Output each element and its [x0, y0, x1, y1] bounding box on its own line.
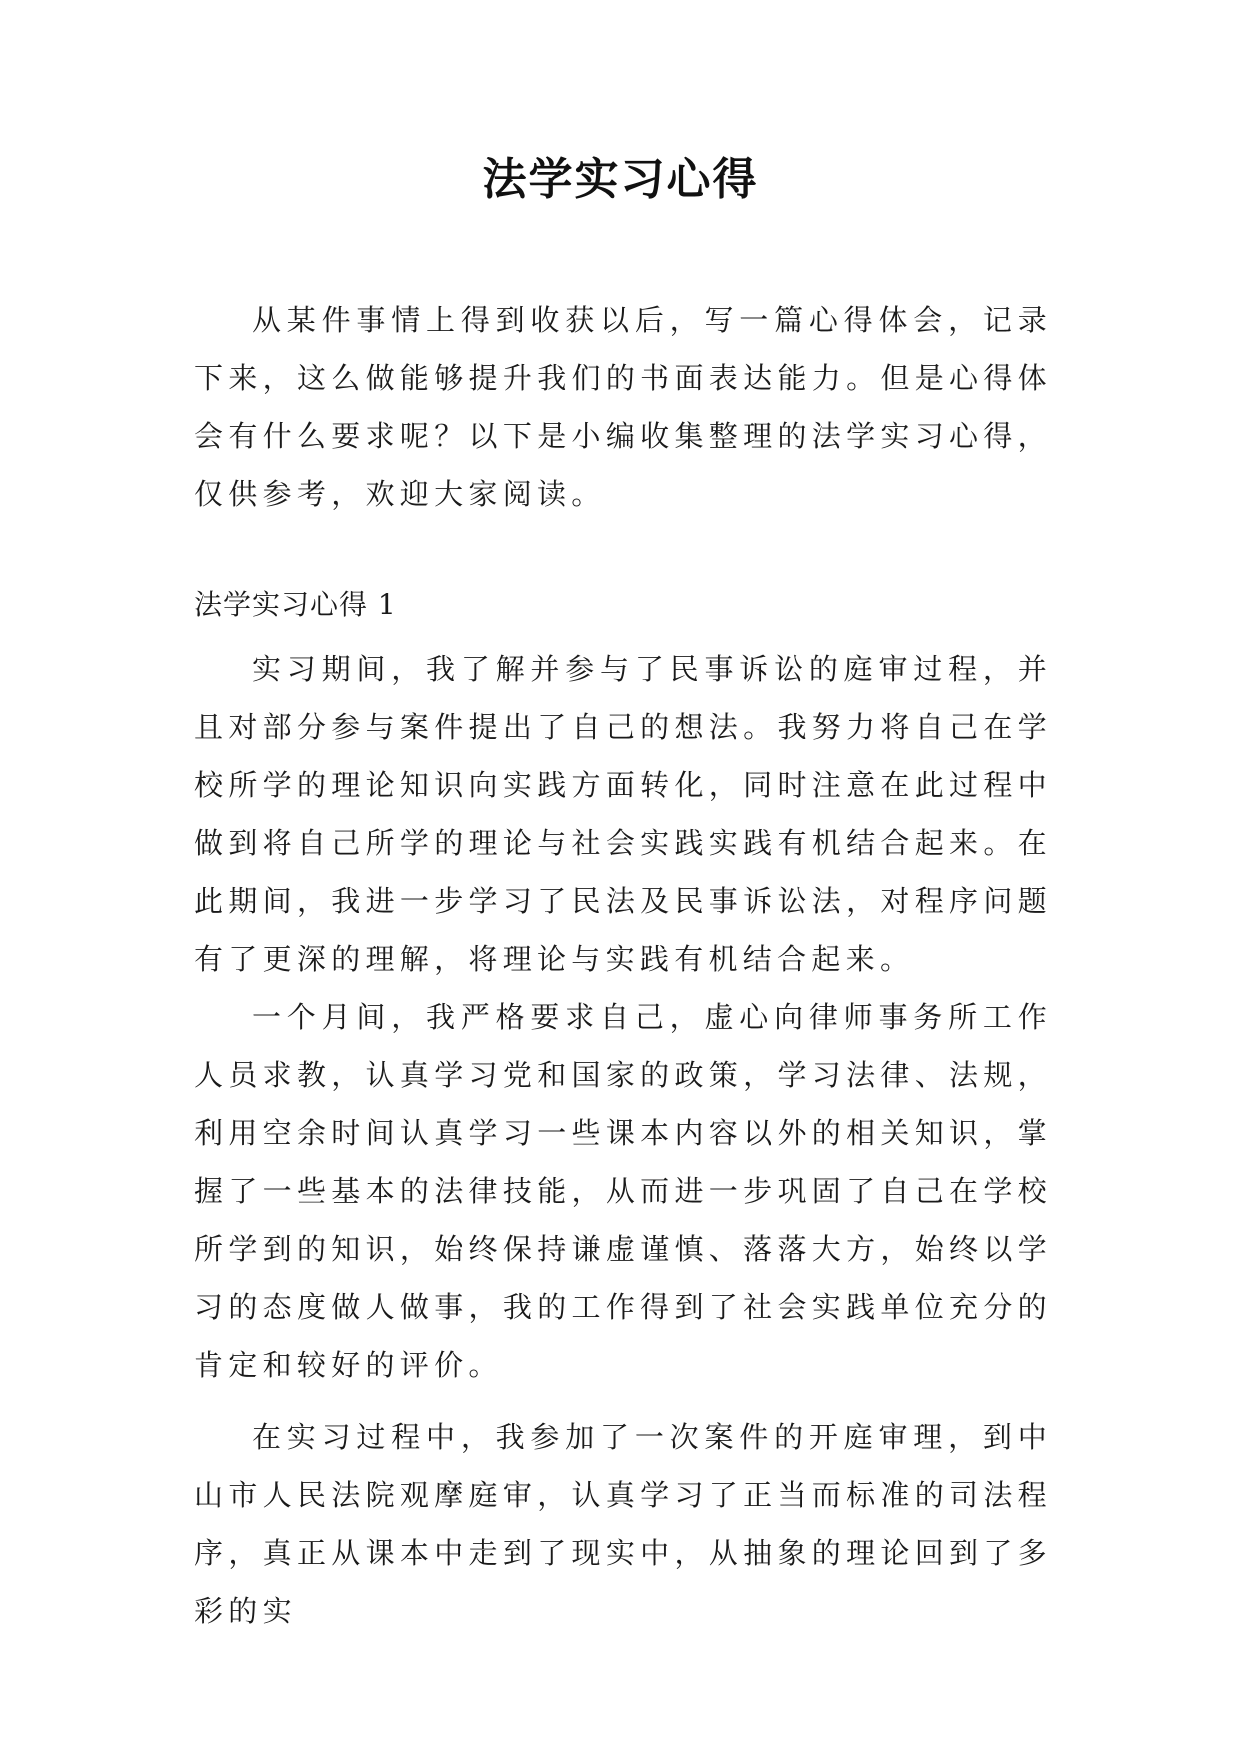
- body-paragraph-1: 实习期间，我了解并参与了民事诉讼的庭审过程，并且对部分参与案件提出了自己的想法。我努力将自己在学校所学的理论知识向实践方面转化，同时注意在此过程中做到将自己所学的理论与社会实践实践有机结合起来。在此期间，我进一步学习了民法及民事诉讼法，对程序问题有了更深的理解，将理论与实践有机结合起来。: [194, 652, 1052, 976]
- section-body: [194, 640, 1052, 1640]
- document-title: 法学实习心得: [482, 154, 759, 205]
- body-paragraph-2: 一个月间，我严格要求自己，虚心向律师事务所工作人员求教，认真学习党和国家的政策，学习法律、法规，利用空余时间认真学习一些课本内容以外的相关知识，掌握了一些基本的法律技能，从而进一步巩固了自己在学校所学到的知识，始终保持谦虚谨慎、落落大方，始终以学习的态度做人做事，我的工作得到了社会实践单位充分的肯定和较好的评价。: [194, 1000, 1052, 1382]
- intro-section: [194, 291, 1052, 523]
- intro-paragraph: 从某件事情上得到收获以后，写一篇心得体会，记录下来，这么做能够提升我们的书面表达能力。但是心得体会有什么要求呢？以下是小编收集整理的法学实习心得，仅供参考，欢迎大家阅读。: [194, 303, 1052, 511]
- section-heading: 法学实习心得 1: [194, 588, 397, 621]
- body-paragraph-3: 在实习过程中，我参加了一次案件的开庭审理，到中山市人民法院观摩庭审，认真学习了正当而标准的司法程序，真正从课本中走到了现实中，从抽象的理论回到了多彩的实: [194, 1420, 1052, 1628]
